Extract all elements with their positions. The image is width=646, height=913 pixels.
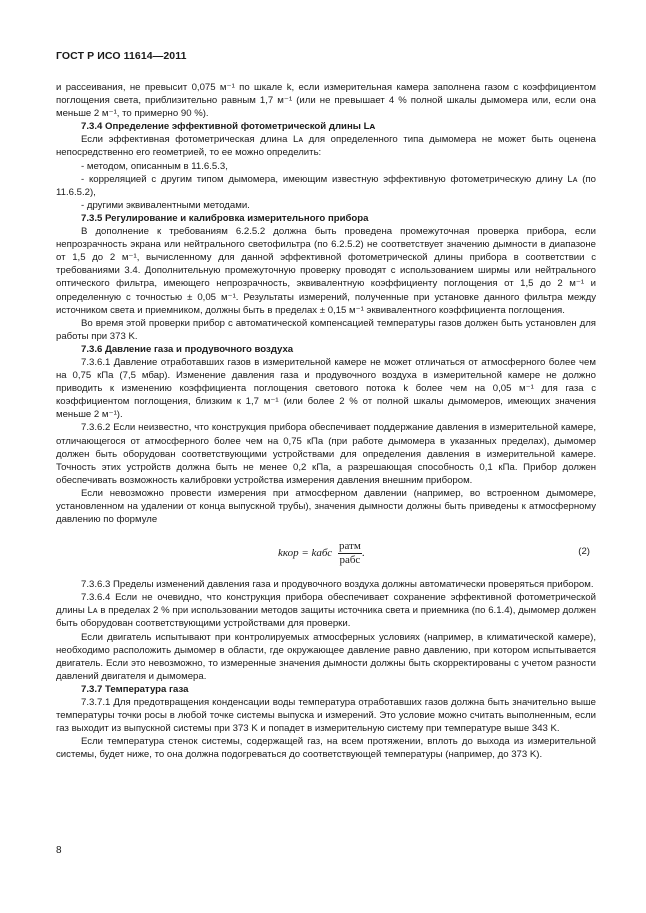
- paragraph: В дополнение к требованиям 6.2.5.2 должна быть проведена промежуточная проверка прибора, если непрозрачность экрана или нейтрального светофильтра (по 6.2.5.2) не соответствует значению дымности в диапазоне от 1,5 до 2 м⁻¹, вычисленному для данной эффективной фотометрической длины прибора в соответствии с требованиями 3.4. Дополнительную промежуточную проверку проводят с использованием ширмы или нейтрального оптического фильтра, имеющего непрозрачность, эквивалентную коэффициенту поглощения от 1,5 до 2 м⁻¹ и определенную с точностью ± 0,05 м⁻¹. Результаты измерений, полученные при установке данного фильтра между источником света и приемником, должны быть в пределах ± 0,15 м⁻¹ эквивалентного коэффициента поглощения.: [56, 226, 596, 316]
- formula-2: [56, 530, 596, 572]
- page-number: 8: [56, 845, 62, 856]
- formula-numerator: pатм: [338, 540, 361, 553]
- formula-expression: kкор = kабс $\frac{\text{pатм}}{\text{pабс}}$ .: [278, 540, 365, 567]
- paragraph: Во время этой проверки прибор с автоматической компенсацией температуры газов должен быть установлен для работы при 373 K.: [56, 317, 596, 342]
- list-item: - корреляцией с другим типом дымомера, имеющим известную эффективную фотометрическую длину Lᴀ (по 11.6.5.2),: [56, 173, 596, 198]
- document-header: ГОСТ Р ИСО 11614—2011: [56, 50, 187, 62]
- paragraph: 7.3.6.2 Если неизвестно, что конструкция прибора обеспечивает поддержание давления в измерительной камере, отличающегося от атмосферного более чем на 0,75 кПа (при работе дымомера в указанных пределах), дымомер должен быть оборудован соответствующими устройствами для определения давления в измерительной камере. Точность этих устройств должна быть не менее 0,2 кПа, а разрешающая способность 0,1 кПа. Прибор должен обеспечивать возможность калибровки устройства измерения давления внешним прибором.: [56, 422, 596, 486]
- paragraph: 7.3.6.1 Давление отработавших газов в измерительной камере не может отличаться от атмосферного более чем на 0,75 кПа (7,5 мбар). Изменение давления газа и продувочного воздуха в измерительной камере не должно приводить к изменению коэффициента поглощения светового потока k более чем на 0,05 м⁻¹ для газа с коэффициентом поглощения, близким к 1,7 м⁻¹ (или более 2 % от полной шкалы дымомеров, имеющих значения меньше 2 м⁻¹).: [56, 356, 596, 421]
- paragraph: 7.3.7.1 Для предотвращения конденсации воды температура отработавших газов должна быть значительно выше температуры точки росы в любой точке системы выпуска и измерений. Это условие можно считать выполненным, если газ выходит из выпускной системы при 373 K и попадет в измерительную систему при температуре выше 343 K.: [56, 697, 596, 735]
- list-item: - методом, описанным в 11.6.5.3,: [81, 160, 228, 172]
- paragraph: 7.3.6.3 Пределы изменений давления газа и продувочного воздуха должны автоматически проверяться прибором.: [81, 579, 594, 591]
- paragraph: Если невозможно провести измерения при атмосферном давлении (например, во встроенном дымомере, установленном на удалении от конца выпускной трубы), значения дымности должны быть приведены к атмосферному давлению по формуле: [56, 487, 596, 526]
- document-body: [56, 81, 596, 762]
- paragraph: и рассеивания, не превысит 0,075 м⁻¹ по шкале k, если измерительная камера заполнена газом с коэффициентом поглощения света, приблизительно равным 1,7 м⁻¹ (или не превышает 4 % полной шкалы дымомера или, если она меньше 2 м⁻¹, то примерно 90 %).: [56, 82, 596, 120]
- section-heading-7-3-7: 7.3.7 Температура газа: [81, 683, 189, 695]
- formula-fraction: [338, 540, 362, 567]
- section-heading-7-3-4: 7.3.4 Определение эффективной фотометрической длины Lᴀ: [81, 121, 376, 133]
- paragraph: Если температура стенок системы, содержащей газ, на всем протяжении, вплоть до выхода из измерительной системы, будет ниже, то она должна подогреваться до соответствующей температуры (например, до 373 K).: [56, 736, 596, 761]
- paragraph: 7.3.6.4 Если не очевидно, что конструкция прибора обеспечивает сохранение эффективной фотометрической длины Lᴀ в пределах 2 % при использовании методов защиты источника света и приемника (по 6.1.4), дымомер должен быть оборудован соответствующими устройствами для проверки.: [56, 592, 596, 630]
- paragraph: Если двигатель испытывают при контролируемых атмосферных условиях (например, в климатической камере), необходимо расположить дымомер в области, где окружающее давление равно давлению, при котором испытывается двигатель. Если это невозможно, то измеренные значения дымности должны быть скорректированы с учетом разности давлений двигателя и дымомера.: [56, 631, 596, 682]
- section-heading-7-3-6: 7.3.6 Давление газа и продувочного воздуха: [81, 343, 294, 355]
- section-heading-7-3-5: 7.3.5 Регулирование и калибровка измерительного прибора: [81, 212, 369, 224]
- list-item: - другими эквивалентными методами.: [81, 199, 250, 211]
- formula-lhs: kкор = kабс: [278, 547, 333, 560]
- formula-denominator: pабс: [339, 554, 361, 567]
- formula-number: (2): [578, 546, 590, 558]
- paragraph: Если эффективная фотометрическая длина Lᴀ для определенного типа дымомера не может быть оценена непосредственно его геометрией, то ее можно определить:: [56, 134, 596, 159]
